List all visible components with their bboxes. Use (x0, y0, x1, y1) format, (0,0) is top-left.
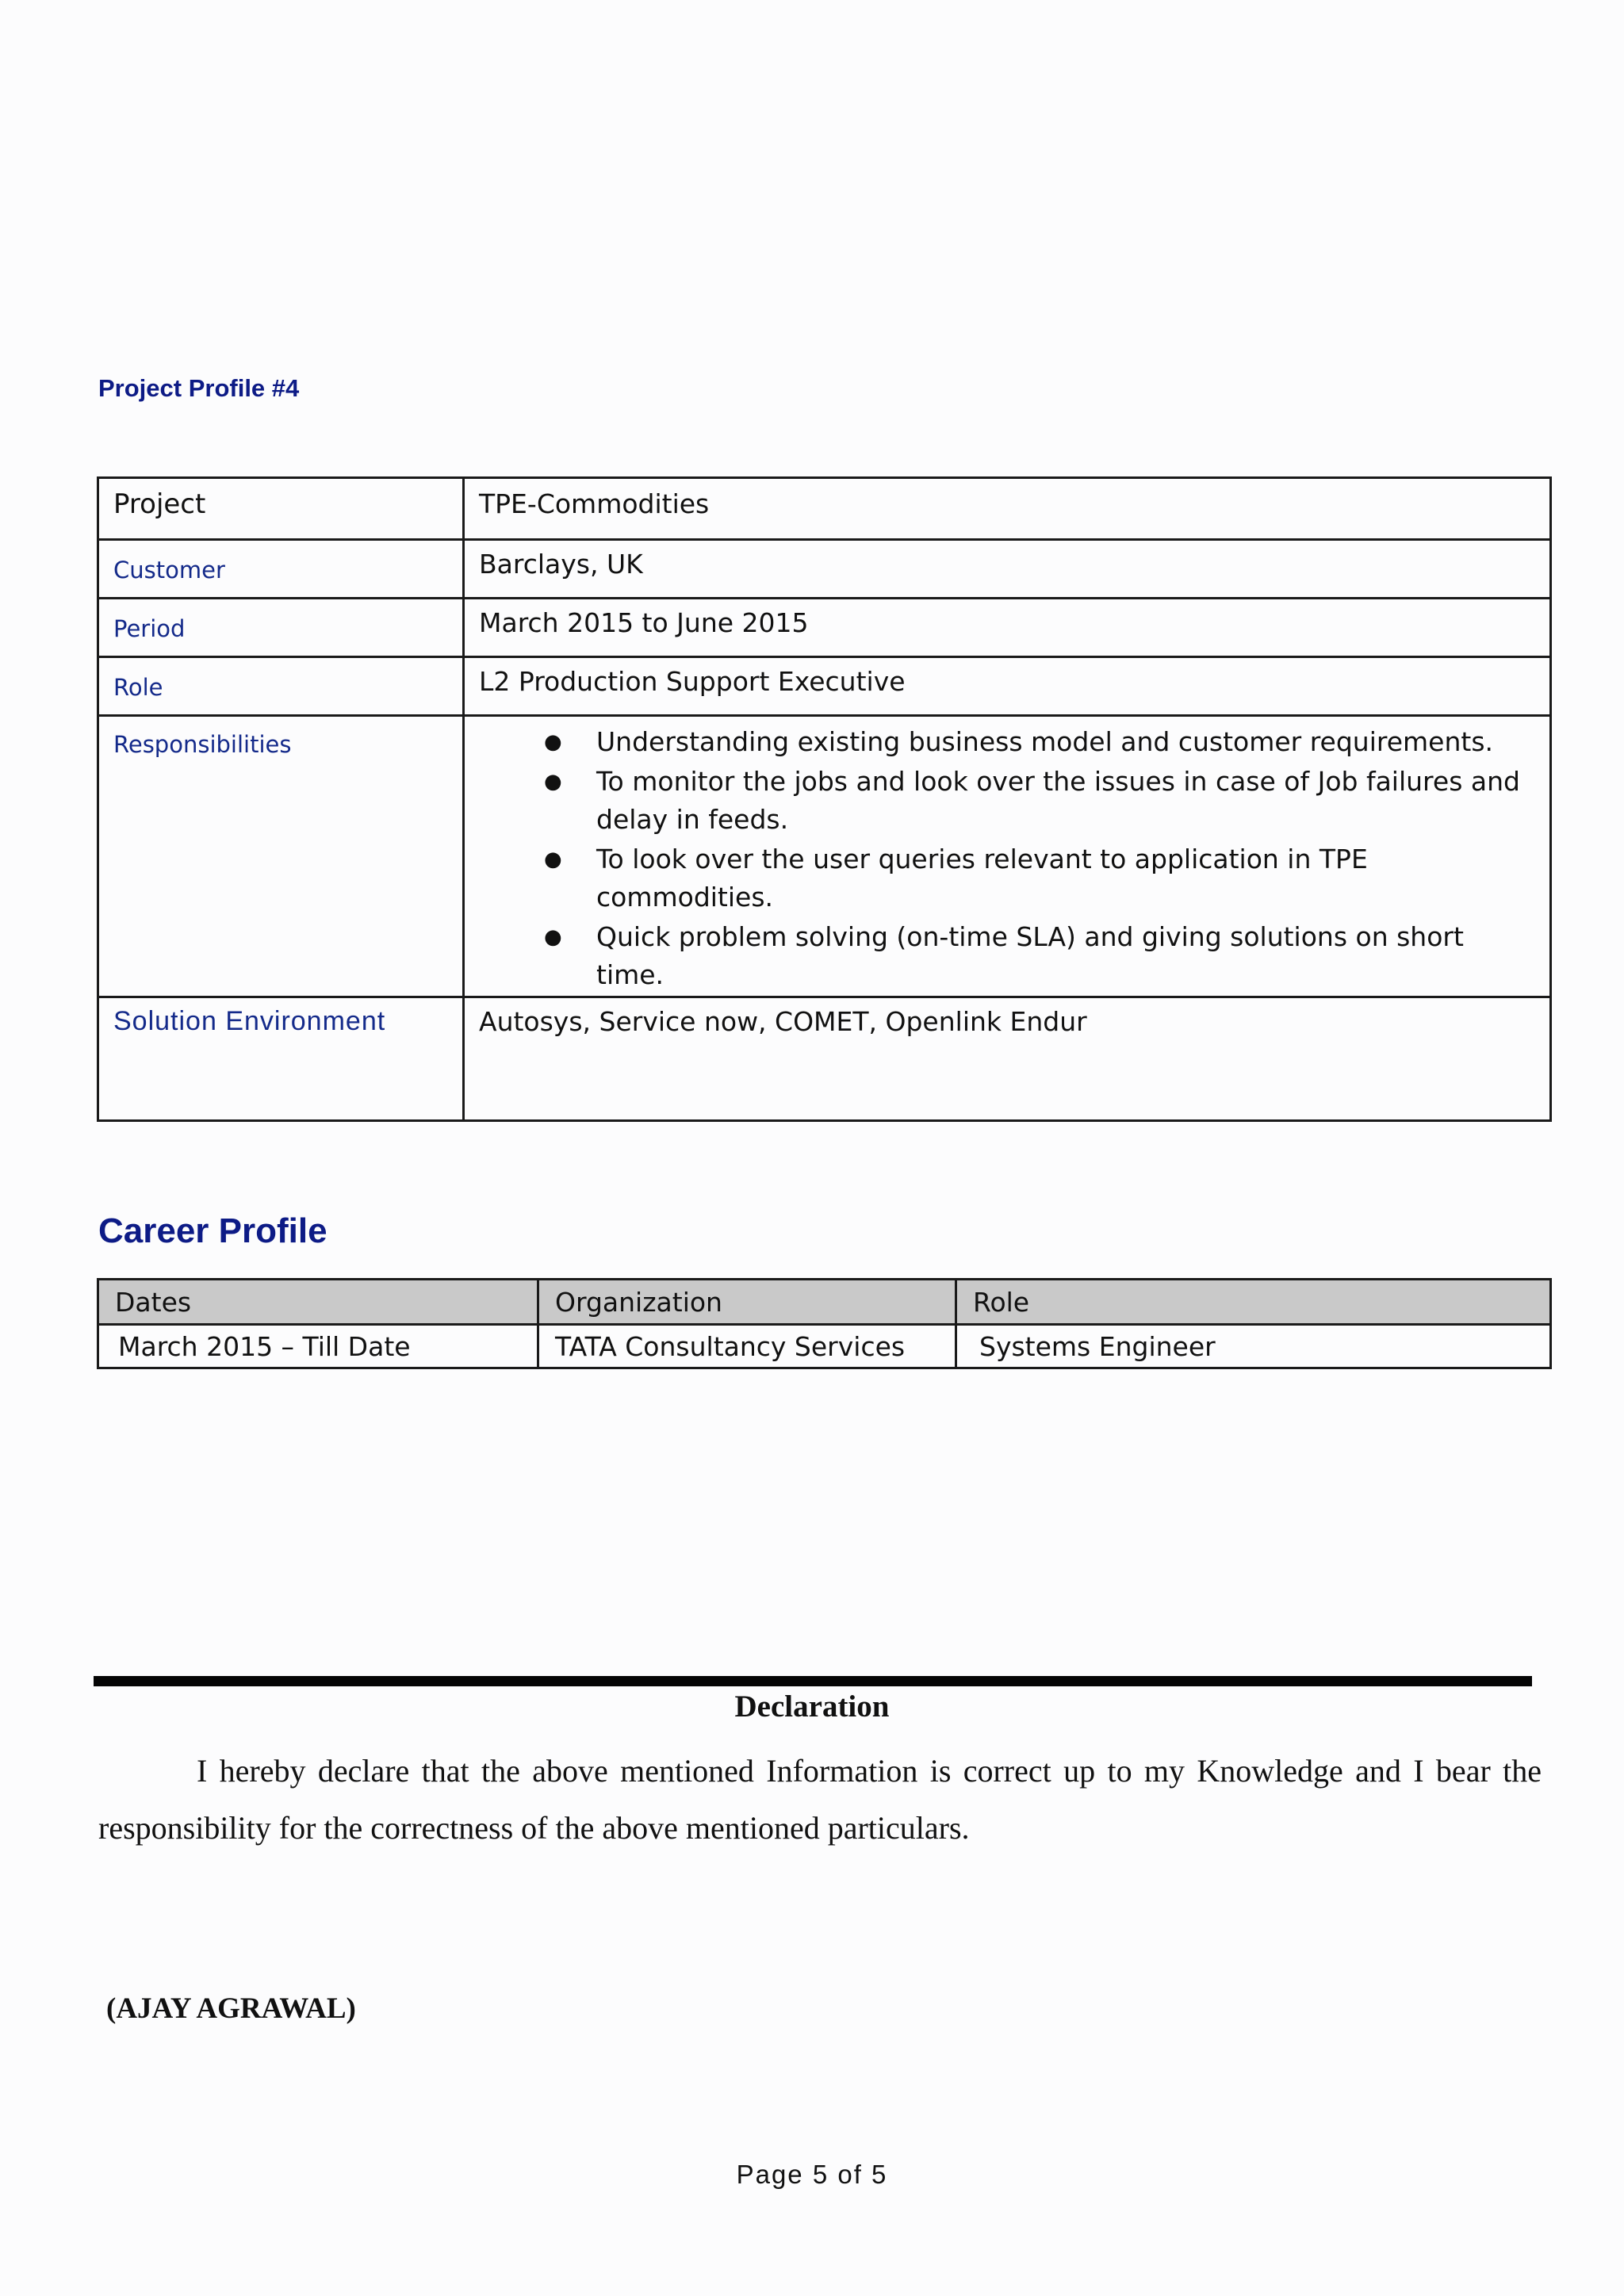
bullet-icon: ● (544, 730, 562, 754)
responsibilities-value (464, 716, 1551, 997)
solution-environment-row (98, 997, 1551, 1121)
bullet-icon: ● (544, 925, 562, 949)
project-label: Project (98, 478, 464, 540)
project-value: TPE-Commodities (464, 478, 1551, 540)
declaration-title: Declaration (734, 1689, 890, 1724)
column-header-organization: Organization (538, 1280, 956, 1325)
section-divider (94, 1676, 1532, 1686)
table-row (98, 1325, 1551, 1368)
list-item-text: Quick problem solving (on-time SLA) and giving solutions on short time. (596, 921, 1464, 990)
bullet-icon: ● (544, 848, 562, 871)
career-header-row (98, 1280, 1551, 1325)
solution-environment-label: Solution Environment (98, 997, 464, 1121)
bullet-icon: ● (544, 770, 562, 794)
responsibilities-row (98, 716, 1551, 997)
customer-value: Barclays, UK (464, 540, 1551, 599)
role-label: Role (98, 657, 464, 716)
project-profile-heading: Project Profile #4 (98, 374, 300, 402)
column-header-dates: Dates (98, 1280, 538, 1325)
role-row (98, 657, 1551, 716)
list-item (479, 723, 1535, 761)
declaration-text: I hereby declare that the above mentioned Information is correct up to my Knowledge and I bear the responsibility for the correctness of the above mentioned particulars. (98, 1753, 1542, 1846)
career-profile-heading: Career Profile (98, 1211, 327, 1250)
period-value: March 2015 to June 2015 (464, 599, 1551, 657)
career-role-cell: Systems Engineer (956, 1325, 1551, 1368)
responsibilities-list (479, 723, 1535, 994)
project-profile-table (97, 476, 1552, 1122)
solution-environment-value: Autosys, Service now, COMET, Openlink Endur (464, 997, 1551, 1121)
career-dates-cell: March 2015 – Till Date (98, 1325, 538, 1368)
column-header-role: Role (956, 1280, 1551, 1325)
period-label: Period (98, 599, 464, 657)
list-item-text: To monitor the jobs and look over the issues in case of Job failures and delay in feeds. (596, 766, 1520, 835)
signature-name: (AJAY AGRAWAL) (106, 1992, 356, 2025)
customer-label: Customer (98, 540, 464, 599)
list-item-text: To look over the user queries relevant to application in TPE commodities. (596, 844, 1368, 913)
customer-row (98, 540, 1551, 599)
project-row (98, 478, 1551, 540)
role-value: L2 Production Support Executive (464, 657, 1551, 716)
career-organization-cell: TATA Consultancy Services (538, 1325, 956, 1368)
period-row (98, 599, 1551, 657)
career-profile-table (97, 1278, 1552, 1369)
page-number: Page 5 of 5 (736, 2160, 888, 2189)
list-item-text: Understanding existing business model and customer requirements. (596, 726, 1494, 757)
responsibilities-label: Responsibilities (98, 716, 464, 997)
list-item (479, 840, 1535, 916)
list-item (479, 918, 1535, 994)
list-item (479, 763, 1535, 839)
